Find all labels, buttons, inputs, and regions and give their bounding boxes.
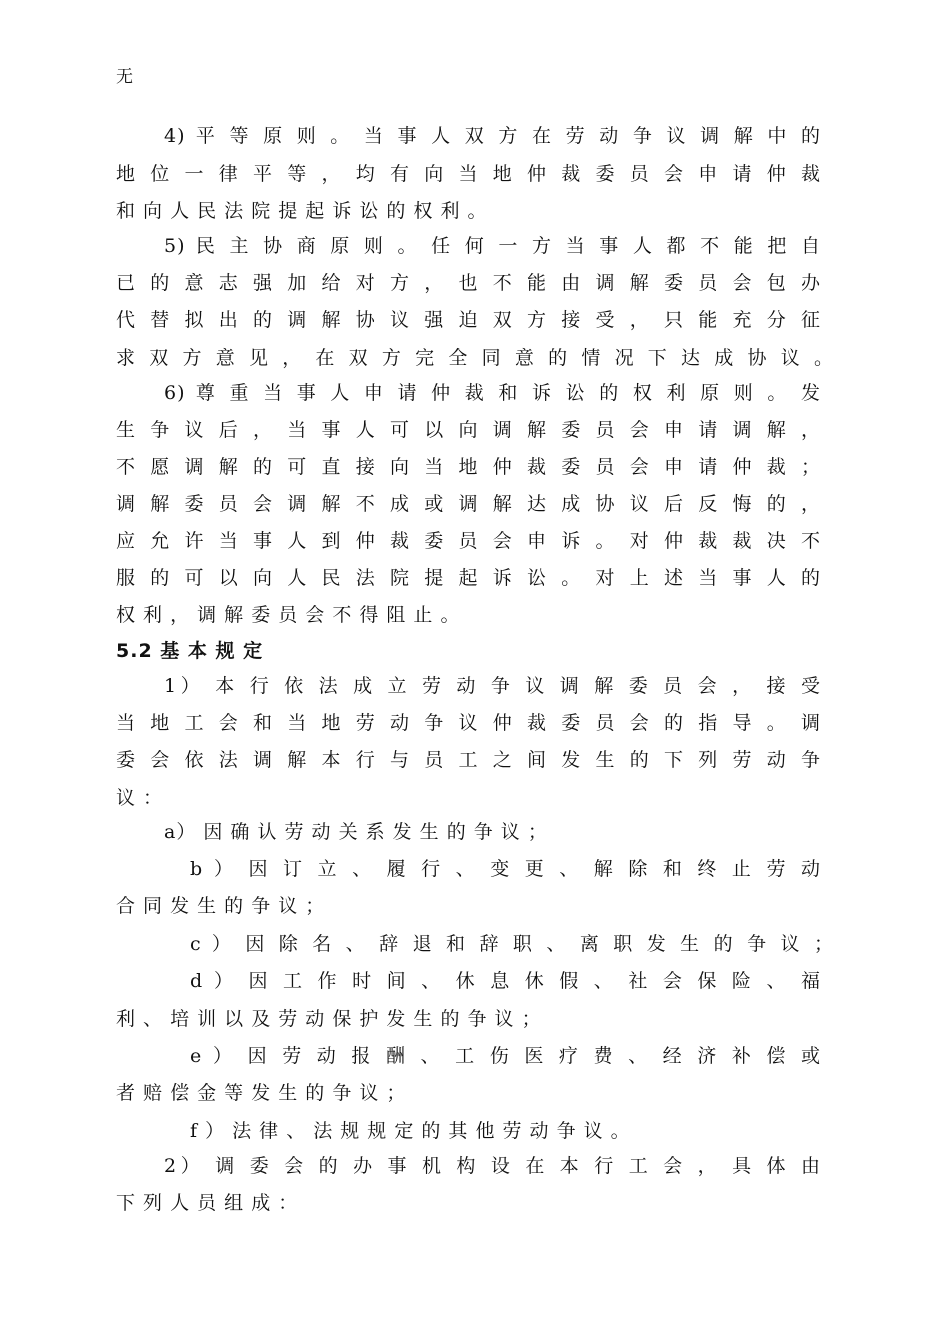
text-line: 不 愿 调 解 的 可 直 接 向 当 地 仲 裁 委 员 会 申 请 仲 裁 ； <box>116 456 821 478</box>
list-item: c ） 因 除 名 、 辞 退 和 辞 职 、 离 职 发 生 的 争 议 ； <box>190 933 834 955</box>
text-line: 和 向 人 民 法 院 提 起 诉 讼 的 权 利 。 <box>116 200 488 222</box>
text-line: 生 争 议 后 ， 当 事 人 可 以 向 调 解 委 员 会 申 请 调 解 ， <box>116 419 821 441</box>
text-line: 6) 尊 重 当 事 人 申 请 仲 裁 和 诉 讼 的 权 利 原 则 。 发 <box>164 382 821 404</box>
list-item: e ） 因 劳 动 报 酬 、 工 伤 医 疗 费 、 经 济 补 偿 或 <box>190 1045 821 1067</box>
text-line: 1） 本 行 依 法 成 立 劳 动 争 议 调 解 委 员 会 ， 接 受 <box>164 675 821 697</box>
text-line: 调 解 委 员 会 调 解 不 成 或 调 解 达 成 协 议 后 反 悔 的 ， <box>116 493 821 515</box>
text-line: 4) 平 等 原 则 。 当 事 人 双 方 在 劳 动 争 议 调 解 中 的 <box>164 125 821 147</box>
text-line: 5) 民 主 协 商 原 则 。 任 何 一 方 当 事 人 都 不 能 把 自 <box>164 235 821 257</box>
text-line: 者 赔 偿 金 等 发 生 的 争 议 ； <box>116 1082 407 1104</box>
text-line: 权 利 ， 调 解 委 员 会 不 得 阻 止 。 <box>116 604 461 626</box>
list-item: f ） 法 律 、 法 规 规 定 的 其 他 劳 动 争 议 。 <box>190 1120 631 1142</box>
text-line: 利 、 培 训 以 及 劳 动 保 护 发 生 的 争 议 ； <box>116 1008 542 1030</box>
text-line: 当 地 工 会 和 当 地 劳 动 争 议 仲 裁 委 员 会 的 指 导 。 调 <box>116 712 821 734</box>
text-line: 应 允 许 当 事 人 到 仲 裁 委 员 会 申 诉 。 对 仲 裁 裁 决 不 <box>116 530 821 552</box>
text-line: 合 同 发 生 的 争 议 ； <box>116 895 326 917</box>
text-line: 地 位 一 律 平 等 ， 均 有 向 当 地 仲 裁 委 员 会 申 请 仲 裁 <box>116 163 821 185</box>
list-item: b ） 因 订 立 、 履 行 、 变 更 、 解 除 和 终 止 劳 动 <box>190 858 821 880</box>
page-top-label: 无 <box>116 67 133 87</box>
text-line: 代 替 拟 出 的 调 解 协 议 强 迫 双 方 接 受 ， 只 能 充 分 征 <box>116 309 821 331</box>
text-line: 服 的 可 以 向 人 民 法 院 提 起 诉 讼 。 对 上 述 当 事 人 的 <box>116 567 821 589</box>
text-line: 议 ： <box>116 787 164 809</box>
text-line: 已 的 意 志 强 加 给 对 方 ， 也 不 能 由 调 解 委 员 会 包 办 <box>116 272 821 294</box>
section-heading: 5.2 基 本 规 定 <box>116 640 264 662</box>
list-item: d ） 因 工 作 时 间 、 休 息 休 假 、 社 会 保 险 、 福 <box>190 970 821 992</box>
text-line: 2） 调 委 会 的 办 事 机 构 设 在 本 行 工 会 ， 具 体 由 <box>164 1155 821 1177</box>
text-line: 委 会 依 法 调 解 本 行 与 员 工 之 间 发 生 的 下 列 劳 动 争 <box>116 749 821 771</box>
list-item: a） 因 确 认 劳 动 关 系 发 生 的 争 议 ； <box>164 821 548 843</box>
text-line: 下 列 人 员 组 成 ： <box>116 1192 299 1214</box>
text-line: 求 双 方 意 见 ， 在 双 方 完 全 同 意 的 情 况 下 达 成 协 议 。 <box>116 347 834 369</box>
